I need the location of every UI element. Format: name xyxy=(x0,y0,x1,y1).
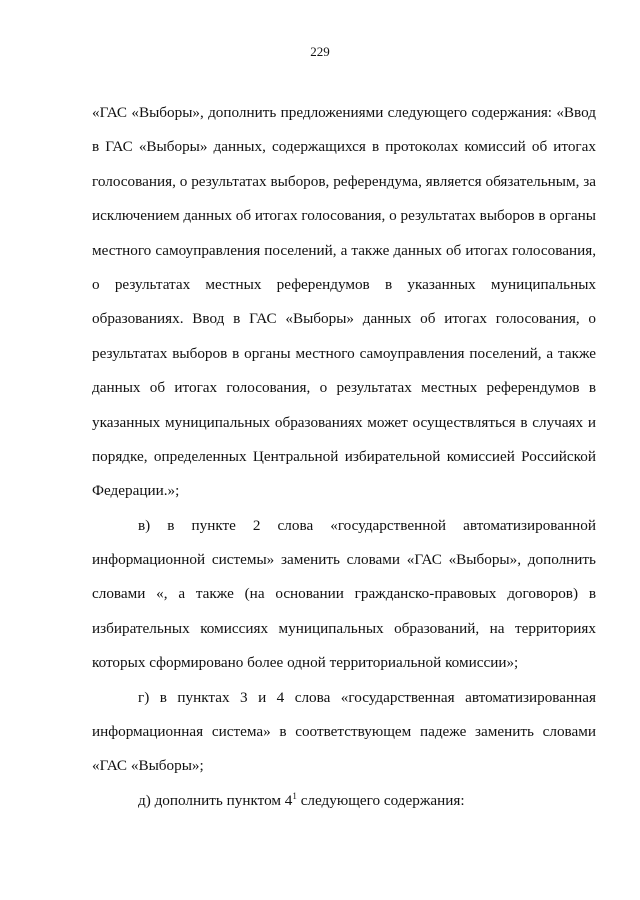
paragraph-item-g xyxy=(92,681,596,784)
item-d-text: д) дополнить пунктом 4 xyxy=(138,791,293,809)
item-d-text-end: следующего содержания: xyxy=(296,791,465,809)
text-line xyxy=(92,784,596,818)
paragraph-item-d xyxy=(92,784,596,818)
text-line: «ГАС «Выборы», дополнить предложениями следующего содержания: «Ввод xyxy=(92,104,596,121)
text-line: в) в пункте 2 слова «государственной автоматизированной xyxy=(138,516,596,534)
superscript-index: 1 xyxy=(292,790,297,801)
text-line: «ГАС «Выборы»; xyxy=(92,757,204,775)
text-line: исключением данных об итогах голосования, о результатах выборов в органы xyxy=(92,207,596,225)
text-line: которых сформировано более одной территориальной комиссии»; xyxy=(92,654,519,672)
text-line: образованиях. Ввод в ГАС «Выборы» данных об итогах голосования, о xyxy=(92,310,596,328)
text-line: словами «, а также (на основании гражданско-правовых договоров) в xyxy=(92,585,596,603)
text-line: результатах выборов в органы местного самоуправления поселений, а также xyxy=(92,344,596,362)
text-line: Федерации.»; xyxy=(92,482,180,500)
page-number: 229 xyxy=(310,44,330,59)
text-line: местного самоуправления поселений, а также данных об итогах голосования, xyxy=(92,241,596,259)
text-line: в ГАС «Выборы» данных, содержащихся в протоколах комиссий об итогах xyxy=(92,138,596,156)
text-line: данных об итогах голосования, о результатах местных референдумов в xyxy=(92,379,596,397)
text-line: избирательных комиссиях муниципальных образований, на территориях xyxy=(92,619,596,637)
text-line: о результатах местных референдумов в указанных муниципальных xyxy=(92,275,596,293)
paragraph-item-v xyxy=(92,509,596,681)
text-line: указанных муниципальных образованиях может осуществляться в случаях и xyxy=(92,413,596,431)
paragraph-gas-vybory-input xyxy=(92,96,596,509)
text-line: информационная система» в соответствующем падеже заменить словами xyxy=(92,723,596,741)
text-line: г) в пунктах 3 и 4 слова «государственная автоматизированная xyxy=(138,688,596,706)
text-line: информационной системы» заменить словами «ГАС «Выборы», дополнить xyxy=(92,551,596,569)
body-text xyxy=(92,96,596,818)
text-line: голосования, о результатах выборов, референдума, является обязательным, за xyxy=(92,172,596,190)
text-line: порядке, определенных Центральной избирательной комиссией Российской xyxy=(92,447,596,465)
